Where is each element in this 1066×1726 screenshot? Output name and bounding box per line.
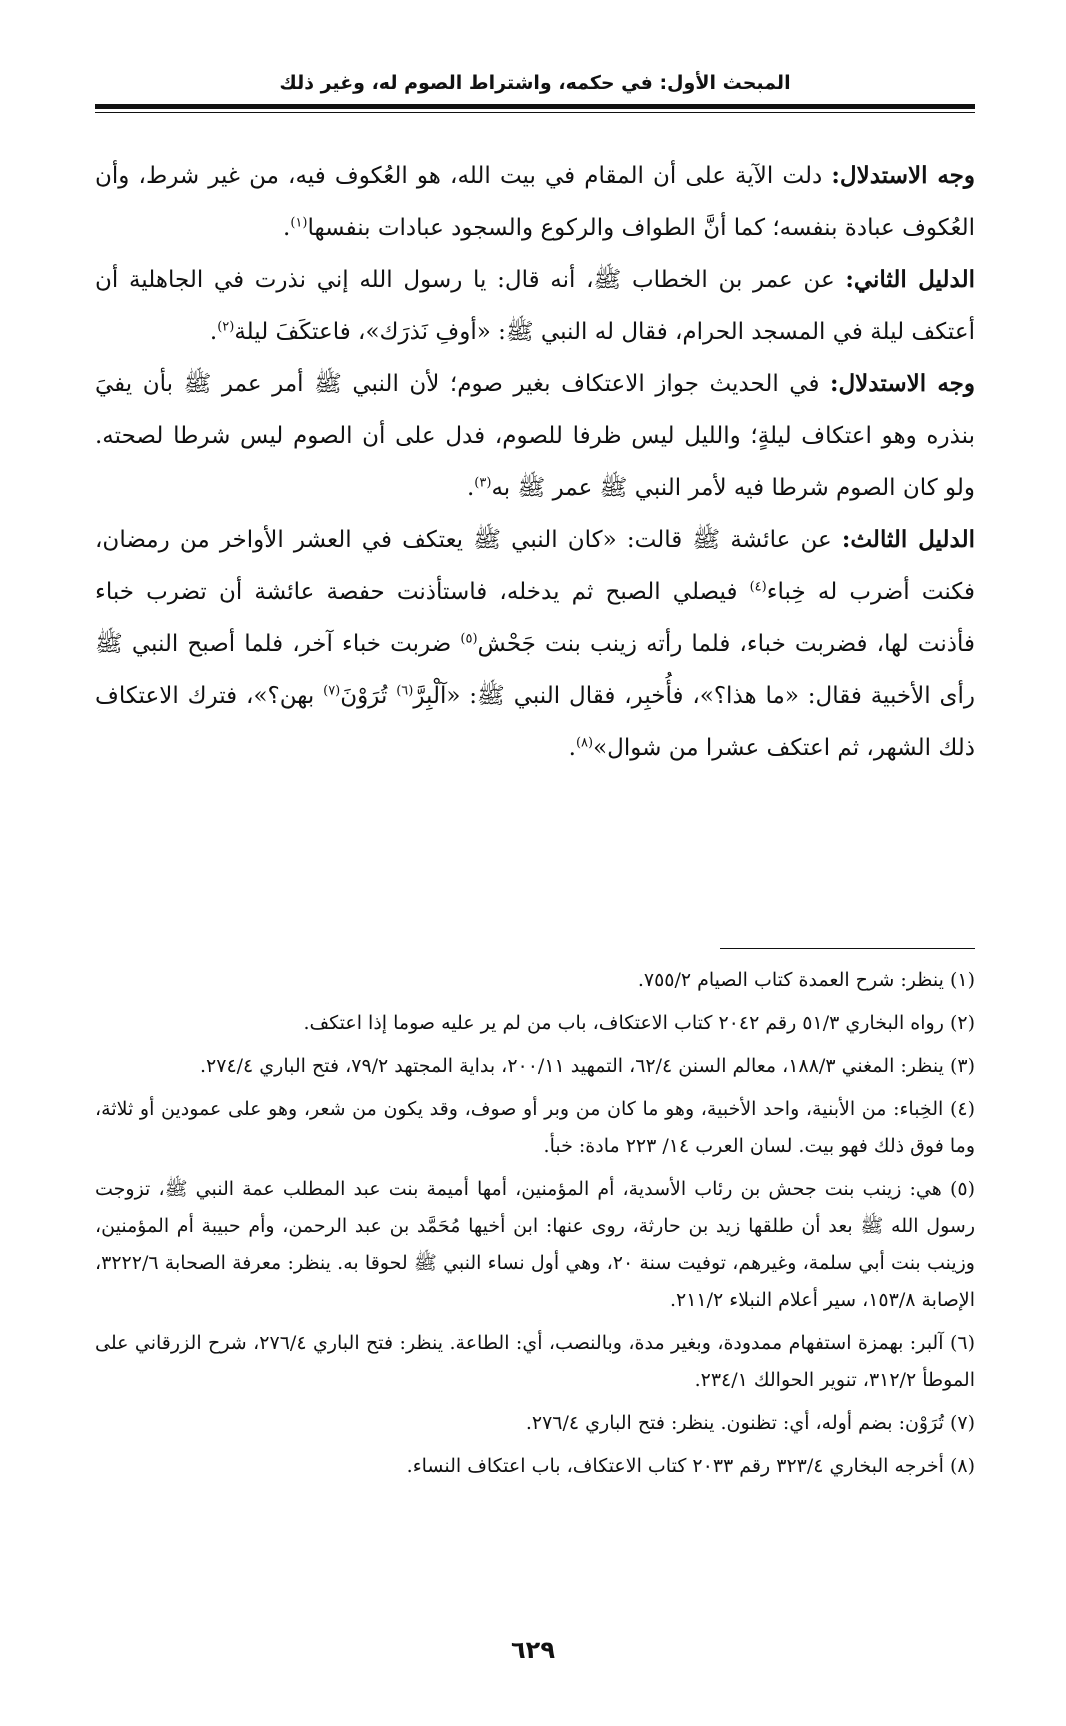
footnote-number: (٣) [949, 1055, 975, 1077]
footnote-number: (١) [949, 969, 975, 991]
footnote-ref[interactable]: (٨) [575, 735, 594, 751]
paragraph-evidence-reasoning-2: وجه الاستدلال: في الحديث جواز الاعتكاف بغير صوم؛ لأن النبي ﷺ أمر عمر ﷺ بأن يفيَ بنذره وهو اعتكاف ليلةٍ؛ والليل ليس ظرفا للصوم، فدل على أن الصوم ليس شرطا لصحته. ولو كان الصوم شرطا فيه لأمر النبي ﷺ عمر ﷺ به$^{(٣)}$. [95, 370, 975, 501]
footnote-item [95, 1005, 975, 1042]
footnotes-section [95, 962, 975, 1491]
footnote-number: (٦) [949, 1332, 975, 1354]
footnote-number: (٨) [949, 1455, 975, 1477]
footnote-ref[interactable]: (٥) [460, 631, 478, 647]
footnote-text: هي: زينب بنت جحش بن رئاب الأسدية، أم المؤمنين، أمها أميمة بنت عبد المطلب عمة النبي ﷺ، تزوجت رسول الله ﷺ بعد أن طلقها زيد بن حارثة، روى عنها: ابن أخيها مُحَمَّد بن عبد الرحمن، وأم حبيبة أم المؤمنين، وزينب بنت أبي سلمة، وغيرهم، توفيت سنة ٢٠، وهي أول نساء النبي ﷺ لحوقا به. ينظر: معرفة الصحابة ٣٢٢٢/٦، الإصابة ١٥٣/٨، سير أعلام النبلاء ٢١١/٢. [95, 1178, 975, 1311]
footnote-ref[interactable]: (٢) [217, 319, 235, 335]
paragraph-heading: الدليل الثالث: [841, 526, 975, 553]
page-number: ٦٢٩ [511, 1636, 555, 1664]
main-text [95, 150, 975, 774]
paragraph-heading: وجه الاستدلال: [831, 162, 975, 189]
footnote-ref[interactable]: (١) [290, 215, 308, 231]
footnote-ref[interactable]: (٧) [323, 683, 341, 699]
paragraph-third-evidence: الدليل الثالث: عن عائشة ﷺ قالت: «كان النبي ﷺ يعتكف في العشر الأواخر من رمضان، فكنت أضرب له خِباء$^{(٤)}$ فيصلي الصبح ثم يدخله، فاستأذنت حفصة عائشة أن تضرب خباء فأذنت لها، فضربت خباء، فلما رأته زينب بنت جَحْش$^{(٥)}$ ضربت خباء آخر، فلما أصبح النبي ﷺ رأى الأخبية فقال: «ما هذا؟»، فأُخبِر، فقال النبي ﷺ: «آلْبِرَّ$^{(٦)}$ تُرَوْنَ$^{(٧)}$ بهن؟»، فترك الاعتكاف ذلك الشهر، ثم اعتكف عشرا من شوال»$^{(٨)}$. [95, 526, 976, 761]
footnote-ref[interactable]: (٦) [396, 683, 414, 699]
header-rule-thin [95, 112, 975, 113]
paragraph-text: بهن؟»، فترك الاعتكاف ذلك الشهر، ثم اعتكف عشرا من شوال» [95, 683, 975, 761]
paragraph-second-evidence: الدليل الثاني: عن عمر بن الخطاب ﷺ، أنه قال: يا رسول الله إني نذرت في الجاهلية أن أعتكف ليلة في المسجد الحرام، فقال له النبي ﷺ: «أوفِ نَذرَك»، فاعتكَفَ ليلة$^{(٢)}$. [95, 266, 975, 345]
paragraph-text: دلت الآية على أن المقام في بيت الله، هو العُكوف فيه، من غير شرط، وأن العُكوف عبادة بنفسه؛ كما أنَّ الطواف والركوع والسجود عبادات بنفسها [95, 163, 975, 241]
paragraph-heading: وجه الاستدلال: [829, 370, 975, 397]
footnote-item [95, 1171, 975, 1319]
footnote-item [95, 1048, 975, 1085]
paragraph-text: عن عائشة ﷺ قالت: «كان النبي ﷺ يعتكف في العشر الأواخر من رمضان، فكنت أضرب له خِباء [95, 527, 975, 605]
footnote-item [95, 1325, 975, 1399]
paragraph-text: ضربت خباء آخر، فلما أصبح النبي ﷺ رأى الأخبية فقال: «ما هذا؟»، فأُخبِر، فقال النبي ﷺ: «آلْبِرَّ [95, 631, 976, 709]
footnote-text: ينظر: المغني ١٨٨/٣، معالم السنن ٦٢/٤، التمهيد ٢٠٠/١١، بداية المجتهد ٧٩/٢، فتح الباري ٢٧٤/٤. [199, 1055, 944, 1077]
footnote-item [95, 1405, 975, 1442]
footnote-number: (٧) [949, 1412, 975, 1434]
paragraph-evidence-reasoning-1: وجه الاستدلال: دلت الآية على أن المقام في بيت الله، هو العُكوف فيه، من غير شرط، وأن العُكوف عبادة بنفسه؛ كما أنَّ الطواف والركوع والسجود عبادات بنفسها$^{(١)}$. [95, 162, 975, 241]
paragraph-text: تُرَوْنَ [340, 683, 397, 709]
header-rule-thick [95, 104, 975, 109]
paragraph-text: عن عمر بن الخطاب ﷺ، أنه قال: يا رسول الله إني نذرت في الجاهلية أن أعتكف ليلة في المسجد الحرام، فقال له النبي ﷺ: «أوفِ نَذرَك»، فاعتكَفَ ليلة [95, 267, 975, 345]
paragraph-heading: الدليل الثاني: [845, 266, 975, 293]
footnote-text: رواه البخاري ٥١/٣ رقم ٢٠٤٢ كتاب الاعتكاف، باب من لم ير عليه صوما إذا اعتكف. [303, 1012, 944, 1034]
footnote-item [95, 1091, 975, 1165]
footnote-text: الخِباء: من الأبنية، واحد الأخبية، وهو ما كان من وبر أو صوف، وقد يكون من شعر، وهو على عمودين أو ثلاثة، وما فوق ذلك فهو بيت. لسان العرب ١٤/ ٢٢٣ مادة: خبأ. [95, 1098, 975, 1157]
footnote-separator [720, 948, 975, 949]
footnote-number: (٥) [949, 1178, 975, 1200]
paragraph-text: فيصلي الصبح ثم يدخله، فاستأذنت حفصة عائشة أن تضرب خباء فأذنت لها، فضربت خباء، فلما رأته زينب بنت جَحْش [95, 579, 975, 657]
footnote-text: أخرجه البخاري ٣٢٣/٤ رقم ٢٠٣٣ كتاب الاعتكاف، باب اعتكاف النساء. [406, 1455, 944, 1477]
footnote-item [95, 962, 975, 999]
footnote-number: (٢) [949, 1012, 975, 1034]
footnote-number: (٤) [949, 1098, 976, 1120]
footnote-ref[interactable]: (٤) [749, 579, 767, 595]
paragraph-text: في الحديث جواز الاعتكاف بغير صوم؛ لأن النبي ﷺ أمر عمر ﷺ بأن يفيَ بنذره وهو اعتكاف ليلةٍ؛ والليل ليس ظرفا للصوم، فدل على أن الصوم ليس شرطا لصحته. ولو كان الصوم شرطا فيه لأمر النبي ﷺ عمر ﷺ به [95, 371, 975, 501]
footnote-item [95, 1448, 975, 1485]
footnote-ref[interactable]: (٣) [474, 475, 492, 491]
footnote-text: تُرَوْن: بضم أوله، أي: تظنون. ينظر: فتح الباري ٢٧٦/٤. [525, 1412, 944, 1434]
footnote-text: ينظر: شرح العمدة كتاب الصيام ٧٥٥/٢. [637, 969, 944, 991]
running-header: المبحث الأول: في حكمه، واشتراط الصوم له، وغير ذلك [279, 72, 791, 94]
footnote-text: آلبر: بهمزة استفهام ممدودة، وبغير مدة، وبالنصب، أي: الطاعة. ينظر: فتح الباري ٢٧٦/٤، شرح الزرقاني على الموطأ ٣١٢/٢، تنوير الحوالك ٢٣٤/١. [95, 1332, 975, 1391]
